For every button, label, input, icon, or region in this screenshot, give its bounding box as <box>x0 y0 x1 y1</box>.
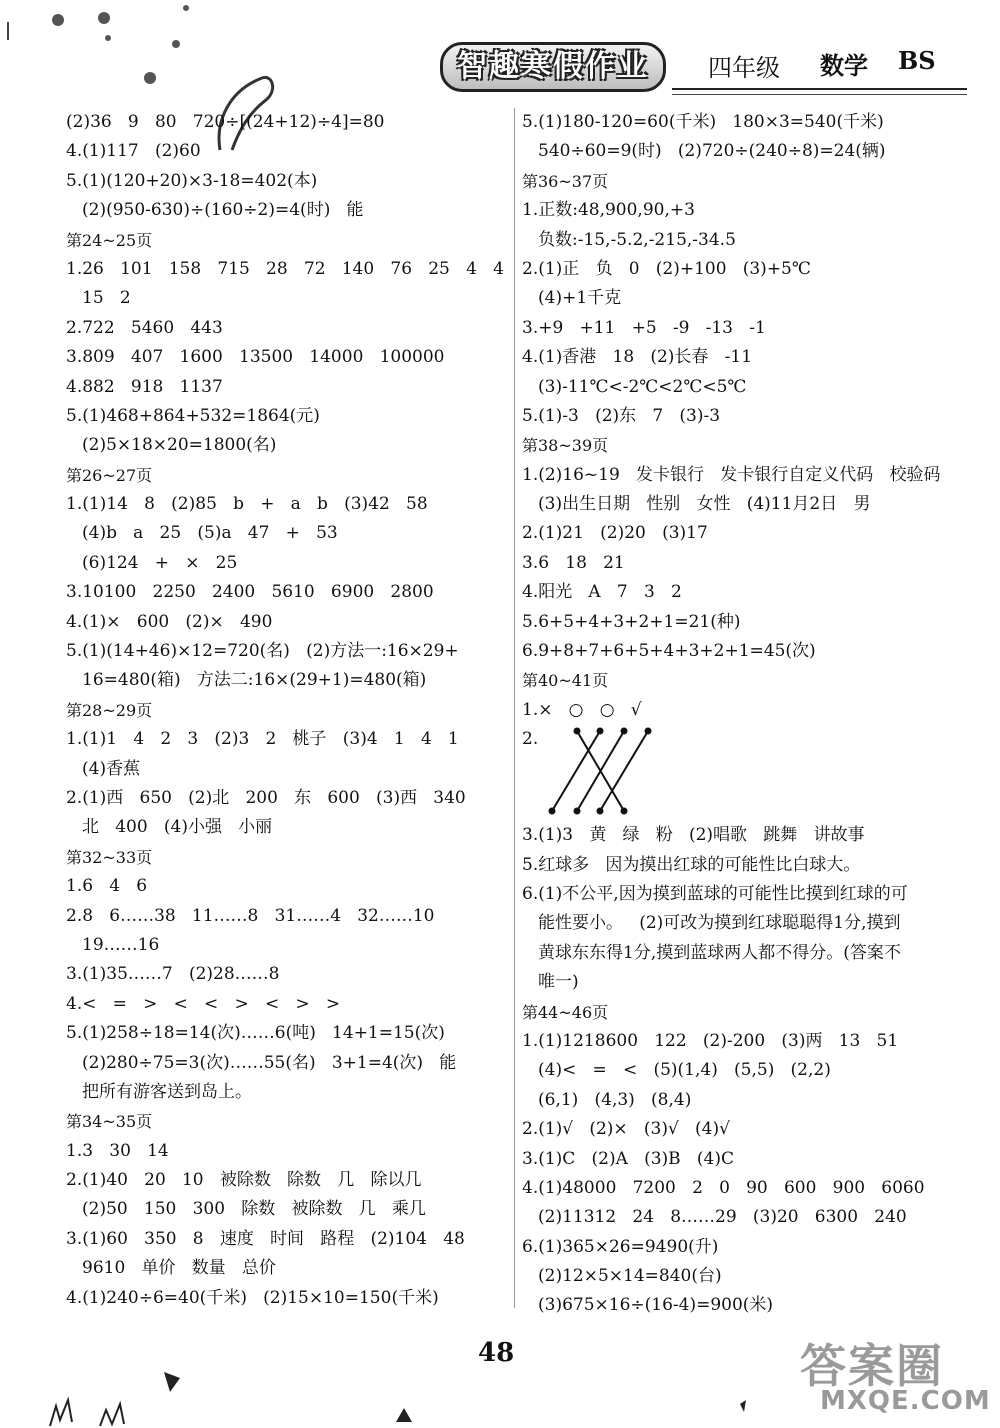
answer-line: 6.(1)365×26=9490(升) <box>522 1236 719 1257</box>
answer-line: 5.(1)(120+20)×3-18=402(本) <box>66 170 318 191</box>
answer-line: 3.(1)35……7 (2)28……8 <box>66 964 280 985</box>
answer-line: (3)出生日期 性别 女性 (4)11月2日 男 <box>538 494 871 515</box>
answer-line: 唯一) <box>538 972 579 993</box>
answer-line: 4.(1)× 600 (2)× 490 <box>66 611 273 632</box>
book-title: 智趣寒假作业 <box>440 42 666 92</box>
answer-line: 4.(1)香港 18 (2)长春 -11 <box>522 347 753 368</box>
answer-line: 5.(1)468+864+532=1864(元) <box>66 405 320 426</box>
answer-line: 3.(1)3 黄 绿 粉 (2)唱歌 跳舞 讲故事 <box>522 825 865 846</box>
answer-line: 4.(1)240÷6=40(千米) (2)15×10=150(千米) <box>66 1287 439 1308</box>
answer-line: 540÷60=9(时) (2)720÷(240÷8)=24(辆) <box>538 141 886 162</box>
answer-line: 2.722 5460 443 <box>66 317 223 338</box>
answer-line: 1.正数:48,900,90,+3 <box>522 200 695 221</box>
edition-label: BS <box>898 46 936 75</box>
answer-line: 5.(1)258÷18=14(次)……6(吨) 14+1=15(次) <box>66 1023 445 1044</box>
answer-line: 2.(1)21 (2)20 (3)17 <box>522 523 708 544</box>
answer-line: (4)< = < (5)(1,4) (5,5) (2,2) <box>538 1060 831 1081</box>
answer-line: (2)5×18×20=1800(名) <box>82 435 277 456</box>
answer-line: 6.9+8+7+6+5+4+3+2+1=45(次) <box>522 641 816 662</box>
matching-label: 2. <box>522 729 539 750</box>
answer-line: 北 400 (4)小强 小丽 <box>82 817 273 838</box>
answer-line: 5.(1)(14+46)×12=720(名) (2)方法一:16×29+ <box>66 641 459 662</box>
answer-line: (2)50 150 300 除数 被除数 几 乘几 <box>82 1199 426 1220</box>
answer-line: (2)(950-630)÷(160÷2)=4(时) 能 <box>82 200 364 221</box>
answer-line: (2)36 9 80 720÷[(24+12)÷4]=80 <box>66 112 385 132</box>
header-rule <box>672 88 967 90</box>
answer-line: (6)124 + × 25 <box>82 552 238 573</box>
answer-line: 4.阳光 A 7 3 2 <box>522 582 682 603</box>
answer-line: 3.809 407 1600 13500 14000 100000 <box>66 347 445 368</box>
answer-line: 5.红球多 因为摸出红球的可能性比白球大。 <box>522 854 861 875</box>
answer-line: 1.(1)14 8 (2)85 b + a b (3)42 58 <box>66 494 428 515</box>
answer-line: 2.(1)西 650 (2)北 200 东 600 (3)西 340 <box>66 787 466 808</box>
answer-line: 2.8 6……38 11……8 31……4 32……10 <box>66 905 435 926</box>
answer-line: 5.(1)180-120=60(千米) 180×3=540(千米) <box>522 112 884 132</box>
answer-line: 负数:-15,-5.2,-215,-34.5 <box>538 229 736 250</box>
answer-line: 1.3 30 14 <box>66 1140 169 1161</box>
answer-line: 3.6 18 21 <box>522 552 625 573</box>
page-header <box>440 38 970 100</box>
answers-left-column <box>66 108 506 1313</box>
answer-line: 15 2 <box>82 288 131 309</box>
answer-line: 3.(1)C (2)A (3)B (4)C <box>522 1148 734 1169</box>
section-heading: 第38~39页 <box>522 436 609 456</box>
section-heading: 第24~25页 <box>66 230 153 250</box>
answer-line: 1.(1)1 4 2 3 (2)3 2 桃子 (3)4 1 4 1 <box>66 729 459 750</box>
watermark-cn: 答案圈 <box>800 1339 944 1393</box>
answer-line: (3)675×16÷(16-4)=900(米) <box>538 1295 774 1316</box>
answer-line: (2)280÷75=3(次)……55(名) 3+1=4(次) 能 <box>82 1052 457 1073</box>
grass-doodle-icon <box>40 1360 860 1428</box>
answer-line: (3)-11℃<-2℃<2℃<5℃ <box>538 376 747 397</box>
watermark-en: MXQE.COM <box>820 1386 991 1416</box>
grade-label: 四年级 <box>708 54 780 82</box>
answer-line: 1.× ○ ○ √ <box>522 699 642 720</box>
section-heading: 第40~41页 <box>522 671 609 691</box>
answer-line: 19……16 <box>82 934 160 955</box>
answer-line: 4.(1)117 (2)60 <box>66 141 201 162</box>
section-heading: 第44~46页 <box>522 1002 609 1022</box>
answer-line: 黄球东东得1分,摸到蓝球两人都不得分。(答案不 <box>538 942 901 963</box>
subject-label: 数学 <box>820 52 868 80</box>
answer-line: 把所有游客送到岛上。 <box>82 1081 252 1102</box>
matching-diagram <box>522 725 977 821</box>
section-heading: 第34~35页 <box>66 1112 153 1132</box>
answer-line: 4.882 918 1137 <box>66 376 223 397</box>
answer-line: 2.(1)√ (2)× (3)√ (4)√ <box>522 1119 730 1140</box>
answer-line: 3.10100 2250 2400 5610 6900 2800 <box>66 582 434 603</box>
section-heading: 第32~33页 <box>66 847 153 867</box>
answer-line: 16=480(箱) 方法二:16×(29+1)=480(箱) <box>82 670 427 691</box>
answer-line: 5.6+5+4+3+2+1=21(种) <box>522 611 741 632</box>
section-heading: 第26~27页 <box>66 465 153 485</box>
column-divider <box>514 108 515 1308</box>
answer-line: 6.(1)不公平,因为摸到蓝球的可能性比摸到红球的可 <box>522 883 908 904</box>
answer-line: 3.(1)60 350 8 速度 时间 路程 (2)104 48 <box>66 1228 465 1249</box>
answer-line: (2)12×5×14=840(台) <box>538 1266 722 1287</box>
answer-line: 2.(1)正 负 0 (2)+100 (3)+5℃ <box>522 258 811 279</box>
answer-line: (4)+1千克 <box>538 288 622 309</box>
answer-line: 1.(2)16~19 发卡银行 发卡银行自定义代码 校验码 <box>522 464 941 485</box>
answer-line: 4.< = > < < > < > > <box>66 993 341 1014</box>
header-rule-thin <box>672 94 967 95</box>
answer-line: 5.(1)-3 (2)东 7 (3)-3 <box>522 405 721 426</box>
answer-line: (6,1) (4,3) (8,4) <box>538 1089 692 1110</box>
answer-line: 9610 单价 数量 总价 <box>82 1258 276 1279</box>
section-heading: 第36~37页 <box>522 171 609 191</box>
answers-right-column <box>522 108 977 1321</box>
answer-line: 1.26 101 158 715 28 72 140 76 25 4 4 <box>66 258 504 279</box>
answer-line: 3.+9 +11 +5 -9 -13 -1 <box>522 317 766 338</box>
answer-line: (4)b a 25 (5)a 47 + 53 <box>82 523 338 544</box>
answer-line: (4)香蕉 <box>82 758 141 779</box>
answer-line: 4.(1)48000 7200 2 0 90 600 900 6060 <box>522 1177 925 1198</box>
answer-line: 能性要小。 (2)可改为摸到红球聪聪得1分,摸到 <box>538 913 901 934</box>
matching-lines <box>522 725 672 821</box>
answer-line: 1.(1)1218600 122 (2)-200 (3)两 13 51 <box>522 1030 899 1051</box>
page-number: 48 <box>478 1338 515 1368</box>
answer-line: (2)11312 24 8……29 (3)20 6300 240 <box>538 1207 907 1228</box>
answer-line: 2.(1)40 20 10 被除数 除数 几 除以几 <box>66 1170 422 1191</box>
section-heading: 第28~29页 <box>66 700 153 720</box>
answer-line: 1.6 4 6 <box>66 876 148 897</box>
